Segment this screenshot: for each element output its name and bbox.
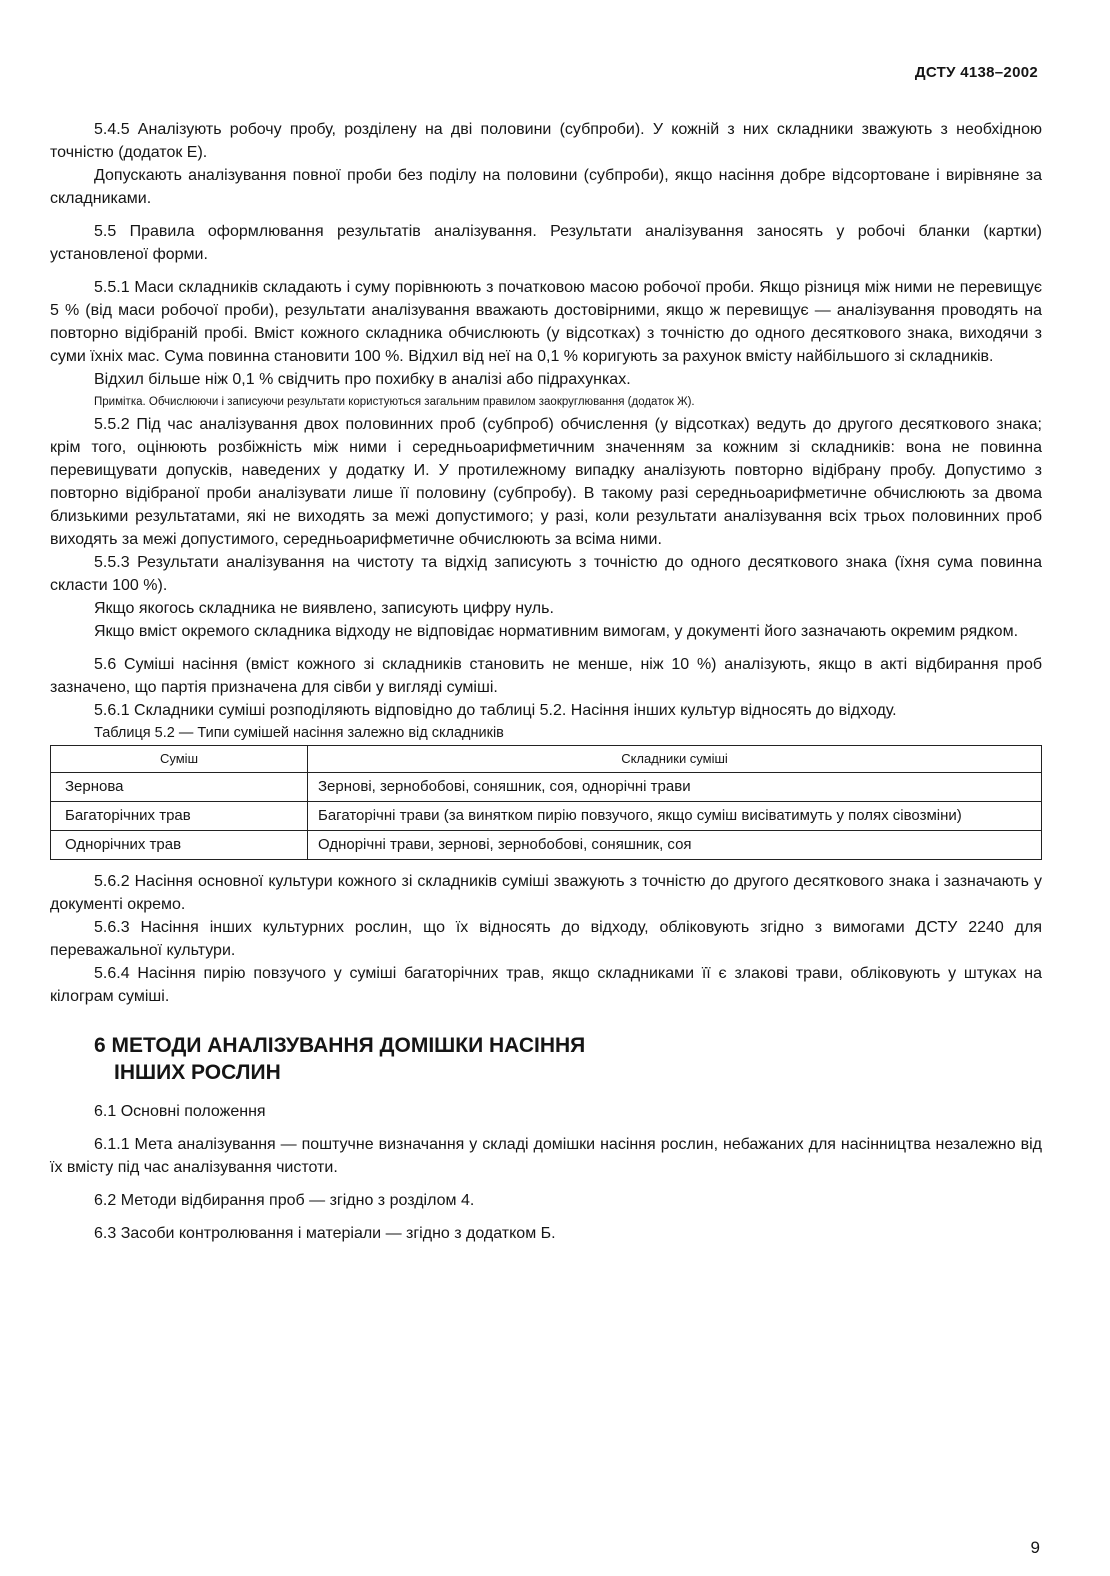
section-6-heading-line1: 6 МЕТОДИ АНАЛІЗУВАННЯ ДОМІШКИ НАСІННЯ [94,1034,586,1057]
paragraph-5-5-3: 5.5.3 Результати аналізування на чистоту та відхід записують з точністю до одного десяткового знака (їхня сума повинна скласти 100 %). [50,554,1042,594]
paragraph-5-4-5: 5.4.5 Аналізують робочу пробу, розділену на дві половини (субпроби). У кожній з них складники зважують з необхідною точністю (додаток Е). [50,121,1042,161]
table-cell: Однорічні трави, зернові, зернобобові, соняшник, соя [308,831,1042,860]
table-cell: Багаторічних трав [51,802,308,831]
table-row [51,831,1042,860]
paragraph-6-1-1: 6.1.1 Мета аналізування — поштучне визначання у складі домішки насіння рослин, небажаних для насінництва незалежно від їх вмісту під час аналізування чистоти. [50,1136,1042,1176]
paragraph-full-sample: Допускають аналізування повної проби без поділу на половини (субпроби), якщо насіння добре відсортоване і вирівняне за складниками. [50,167,1042,207]
paragraph-5-5: 5.5 Правила оформлювання результатів аналізування. Результати аналізування заносять у робочі бланки (картки) установленої форми. [50,223,1042,263]
paragraph-6-2: 6.2 Методи відбирання проб — згідно з розділом 4. [94,1192,475,1209]
table-row [51,802,1042,831]
page-number: 9 [1030,1538,1040,1557]
mixtures-table [50,745,1042,860]
paragraph-5-6-3: 5.6.3 Насіння інших культурних рослин, що їх відносять до відходу, обліковують згідно з вимогами ДСТУ 2240 для переважальної культури. [50,919,1042,959]
paragraph-5-6: 5.6 Суміші насіння (вміст кожного зі складників становить не менше, ніж 10 %) аналізують, якщо в акті відбирання проб зазначено, що партія призначена для сівби у вигляді суміші. [50,656,1042,696]
section-6-heading [50,1032,1042,1086]
paragraph-6-1: 6.1 Основні положення [94,1103,266,1120]
document-body [50,118,1042,1245]
paragraph-5-6-2: 5.6.2 Насіння основної культури кожного зі складників суміші зважують з точністю до другого десяткового знака і зазначають у документі окремо. [50,873,1042,913]
table-header-components: Складники суміші [308,746,1042,773]
table-cell: Однорічних трав [51,831,308,860]
note: Примітка. Обчислюючи і записуючи результати користуються загальним правилом заокруглювання (додаток Ж). [94,396,695,408]
standard-code: ДСТУ 4138–2002 [914,64,1038,81]
paragraph-separate-line: Якщо вміст окремого складника відходу не відповідає нормативним вимогам, у документі його зазначають окремим рядком. [94,623,1019,640]
paragraph-5-6-4: 5.6.4 Насіння пирію повзучого у суміші багаторічних трав, якщо складниками її є злакові трави, обліковують у штуках на кілограм суміші. [50,965,1042,1005]
paragraph-5-5-1: 5.5.1 Маси складників складають і суму порівнюють з початковою масою робочої проби. Якщо різниця між ними не перевищує 5 % (від маси робочої проби), результати аналізування вважають достовірними, якщо ж перевищує — аналізування проводять на повторно відібраній пробі. Вміст кожного складника обчислюють (у відсотках) з точністю до одного десяткового знака, виходячи з суми їхніх мас. Сума повинна становити 100 %. Відхил від неї на 0,1 % коригують за рахунок вмісту найбільшого зі складників. [50,279,1042,365]
paragraph-6-3: 6.3 Засоби контролювання і матеріали — згідно з додатком Б. [94,1225,556,1242]
paragraph-deviation: Відхил більше ніж 0,1 % свідчить про похибку в аналізі або підрахунках. [94,371,631,388]
paragraph-5-5-2: 5.5.2 Під час аналізування двох половинних проб (субпроб) обчислення (у відсотках) ведуть до другого десяткового знака; крім того, оцінюють розбіжність між ними і середньоарифметичним значенням за кожним зі складників: вона не повинна перевищувати допусків, наведених у додатку И. У протилежному випадку аналізують повторно відібрану пробу. Допустимо з повторно відібраної проби аналізувати лише її половину (субпробу). В такому разі середньоарифметичне обчислюють за двома близькими результатами, які не виходять за межі допустимого; у разі, коли результати аналізування всіх трьох половинних проб виходять за межі допустимого, середньоарифметичне обчислюють за всіма ними. [50,416,1042,548]
table-cell: Зернова [51,773,308,802]
section-6-heading-line2: ІНШИХ РОСЛИН [114,1061,281,1084]
table-header-mixture: Суміш [51,746,308,773]
paragraph-5-6-1: 5.6.1 Складники суміші розподіляють відповідно до таблиці 5.2. Насіння інших культур відносять до відходу. [94,702,897,719]
table-cell: Багаторічні трави (за винятком пирію повзучого, якщо суміш висіватимуть у полях сівозміни) [308,802,1042,831]
table-header-row [51,746,1042,773]
table-cell: Зернові, зернобобові, соняшник, соя, однорічні трави [308,773,1042,802]
paragraph-zero: Якщо якогось складника не виявлено, записують цифру нуль. [94,600,554,617]
table-row [51,773,1042,802]
table-caption: Таблиця 5.2 — Типи сумішей насіння залежно від складників [94,725,504,741]
